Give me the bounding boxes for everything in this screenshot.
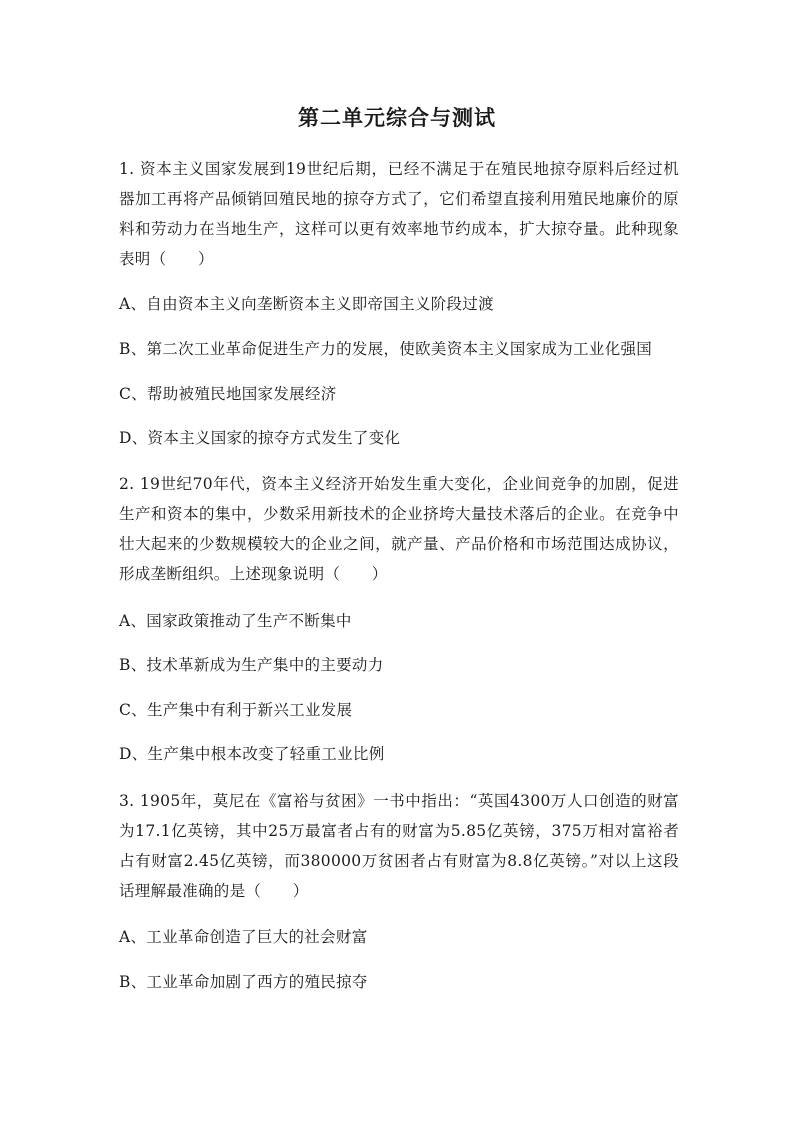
question-1-option-c: C、帮助被殖民地国家发展经济 [119, 385, 337, 403]
question-1-option-a: A、自由资本主义向垄断资本主义即帝国主义阶段过渡 [119, 295, 494, 313]
question-2-option-b: B、技术革新成为生产集中的主要动力 [119, 656, 384, 674]
question-1-option-b: B、第二次工业革命促进生产力的发展，使欧美资本主义国家成为工业化强国 [119, 340, 653, 358]
question-3-option-b: B、工业革命加剧了西方的殖民掠夺 [119, 973, 368, 991]
page-title: 第二单元综合与测试 [298, 105, 496, 130]
question-2-option-a: A、国家政策推动了生产不断集中 [119, 612, 352, 630]
question-3-option-a: A、工业革命创造了巨大的社会财富 [119, 928, 368, 946]
question-1-stem: 1. 资本主义国家发展到19世纪后期，已经不满足于在殖民地掠夺原料后经过机器加工再将产品倾销回殖民地的掠夺方式了，它们希望直接利用殖民地廉价的原料和劳动力在当地生产，这样可以更有效率地节约成本，扩大掠夺量。此种现象表明（ ） [119, 160, 679, 268]
question-2-option-d: D、生产集中根本改变了轻重工业比例 [119, 745, 385, 763]
question-2-stem: 2. 19世纪70年代，资本主义经济开始发生重大变化，企业间竞争的加剧，促进生产和资本的集中，少数采用新技术的企业挤垮大量技术落后的企业。在竞争中壮大起来的少数规模较大的企业之间，就产量、产品价格和市场范围达成协议，形成垄断组织。上述现象说明（ ） [119, 475, 679, 583]
question-3-stem: 3. 1905年，莫尼在《富裕与贫困》一书中指出：“英国4300万人口创造的财富为17.1亿英镑，其中25万最富者占有的财富为5.85亿英镑，375万相对富裕者占有财富2.45亿英镑，而380000万贫困者占有财富为8.8亿英镑。”对以上这段话理解最准确的是（ ） [119, 792, 679, 900]
question-2-option-c: C、生产集中有利于新兴工业发展 [119, 701, 353, 719]
question-1-option-d: D、资本主义国家的掠夺方式发生了变化 [119, 429, 401, 447]
